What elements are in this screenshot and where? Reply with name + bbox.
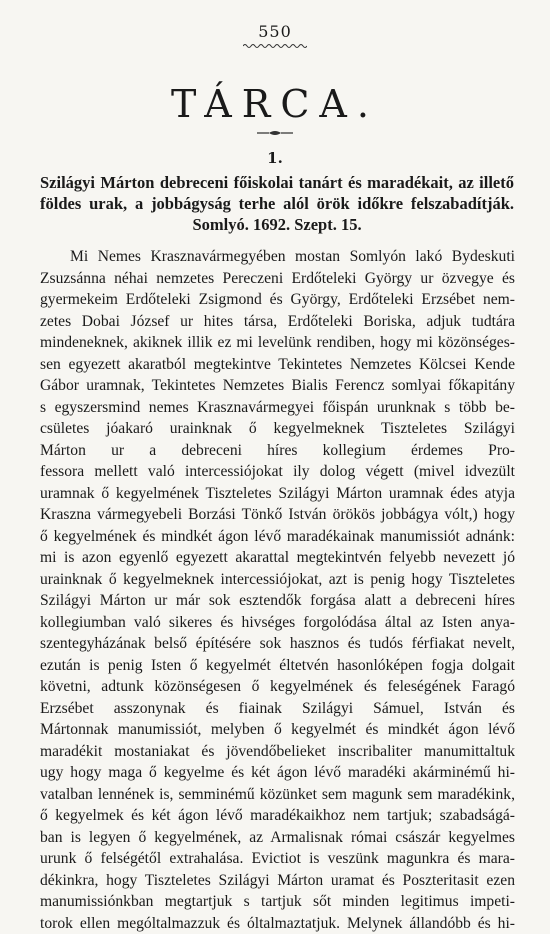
body-line: ban is legyen ő kegyelmének, az Armalisnak római császár kegyelmes bbox=[40, 827, 515, 849]
body-line: szentegyházának belső építésére sok hasznos és tudós férfiakat nevelt, bbox=[40, 633, 515, 655]
body-line: sen egyezett akaratból megtekintve Tekintetes Nemzetes Kölcsei Kende bbox=[40, 354, 515, 376]
body-line: manumissiónkban megtartjuk s tartjuk sőt minden legitimus impeti- bbox=[40, 891, 515, 913]
body-line: s egyszersmind nemes Krasznavármegyei főispán urunknak s több be- bbox=[40, 397, 515, 419]
body-line: Gábor uramnak, Tekintetes Nemzetes Bialis Ferencz somlyai főkapitány bbox=[40, 375, 515, 397]
body-line: uramnak ő kegyelmének Tiszteletes Szilágyi Márton uramnak édes atyja bbox=[40, 483, 515, 505]
body-line: zetes Dobai József ur hites társa, Erdőteleki Boriska, adjuk tudtára bbox=[40, 311, 515, 333]
body-line: Erzsébet asszonynak és fiainak Szilágyi Sámuel, István és bbox=[40, 698, 515, 720]
body-line: Zsuzsánna néhai nemzetes Pereczeni Erdőteleki György ur özvegye és bbox=[40, 268, 515, 290]
body-line: ugy hogy maga ő kegyelme és két ágon lévő maradéki akárminémű hi- bbox=[40, 762, 515, 784]
body-line: Kraszna vármegyebeli Borzási Tönkő István örökös jobbágya vólt,) hogy bbox=[40, 504, 515, 526]
body-line: Szilágyi Márton ur már sok esztendők forgása alatt a debreceni híres bbox=[40, 590, 515, 612]
body-line: Mi Nemes Krasznavármegyében mostan Somlyón lakó Bydeskuti bbox=[40, 246, 515, 268]
article-body bbox=[40, 246, 515, 934]
section-number: 1. bbox=[0, 149, 550, 167]
body-line: ő kegyelmek és két ágon lévő maradékaikhoz nem tartjuk; szabadságá- bbox=[40, 805, 515, 827]
body-line: fessora mellett való intercessiójokat ily dolog végett (mivel idvezült bbox=[40, 461, 515, 483]
body-line: mi is azon egyenlő egyezett akarattal megtekintvén felyebb nevezett jó bbox=[40, 547, 515, 569]
body-line: urunk ő felségétől extrahalása. Evictiot is veszünk magunkra és mara- bbox=[40, 848, 515, 870]
dash-ornament bbox=[255, 129, 295, 137]
section-heading: TÁRCA. bbox=[0, 82, 550, 126]
body-line: dékinkra, hogy Tiszteletes Szilágyi Márton uramat és Poszteritasit ezen bbox=[40, 870, 515, 892]
body-line: követni, adtunk közönségesen ő kegyelmének és feleségének Faragó bbox=[40, 676, 515, 698]
page-number: 550 bbox=[0, 22, 550, 41]
body-line: vatalban lennének is, semminémű közünket sem magunk sem maradékink, bbox=[40, 784, 515, 806]
body-line: maradékit mostaniakat és jövendőbelieket inscribaliter manumittaltuk bbox=[40, 741, 515, 763]
body-line: gyermekeim Erdőteleki Zsigmond és György, Erdőteleki Erzsébet nem- bbox=[40, 289, 515, 311]
wavy-rule-ornament bbox=[243, 42, 307, 50]
body-line: ő kegyelmének és mindkét ágon lévő maradékainak manumissiót adnánk: bbox=[40, 526, 515, 548]
body-line: Márton ur a debreceni híres kollegium érdemes Pro- bbox=[40, 440, 515, 462]
body-line: mindeneknek, akiknek illik ez mi levelünk rendiben, hogy mi közönséges- bbox=[40, 332, 515, 354]
body-line: kollegiumban való sikeres és hivséges forgolódása által az Isten anya- bbox=[40, 612, 515, 634]
body-line: urainknak ő kegyelmeknek intercessiójokat, azt is penig hogy Tiszteletes bbox=[40, 569, 515, 591]
article-subtitle: Szilágyi Márton debreceni főiskolai tanárt és maradékait, az illető földes urak, a jobbágyság terhe alól örök időkre felszabadítják. Somlyó. 1692. Szept. 15. bbox=[40, 172, 514, 235]
body-line: Mártonnak manumissiót, melyben ő kegyelmét és mindkét ágon lévő bbox=[40, 719, 515, 741]
body-line: torok ellen mególtalmazzuk és óltalmaztatjuk. Melynek állandóbb és hi- bbox=[40, 913, 515, 934]
body-line: csületes jóakaró urainknak ő kegyelmeknek Tiszteletes Szilágyi bbox=[40, 418, 515, 440]
body-line: ezután is penig Isten ő kegyelmét éltetvén hasonlóképen fogja dolgait bbox=[40, 655, 515, 677]
